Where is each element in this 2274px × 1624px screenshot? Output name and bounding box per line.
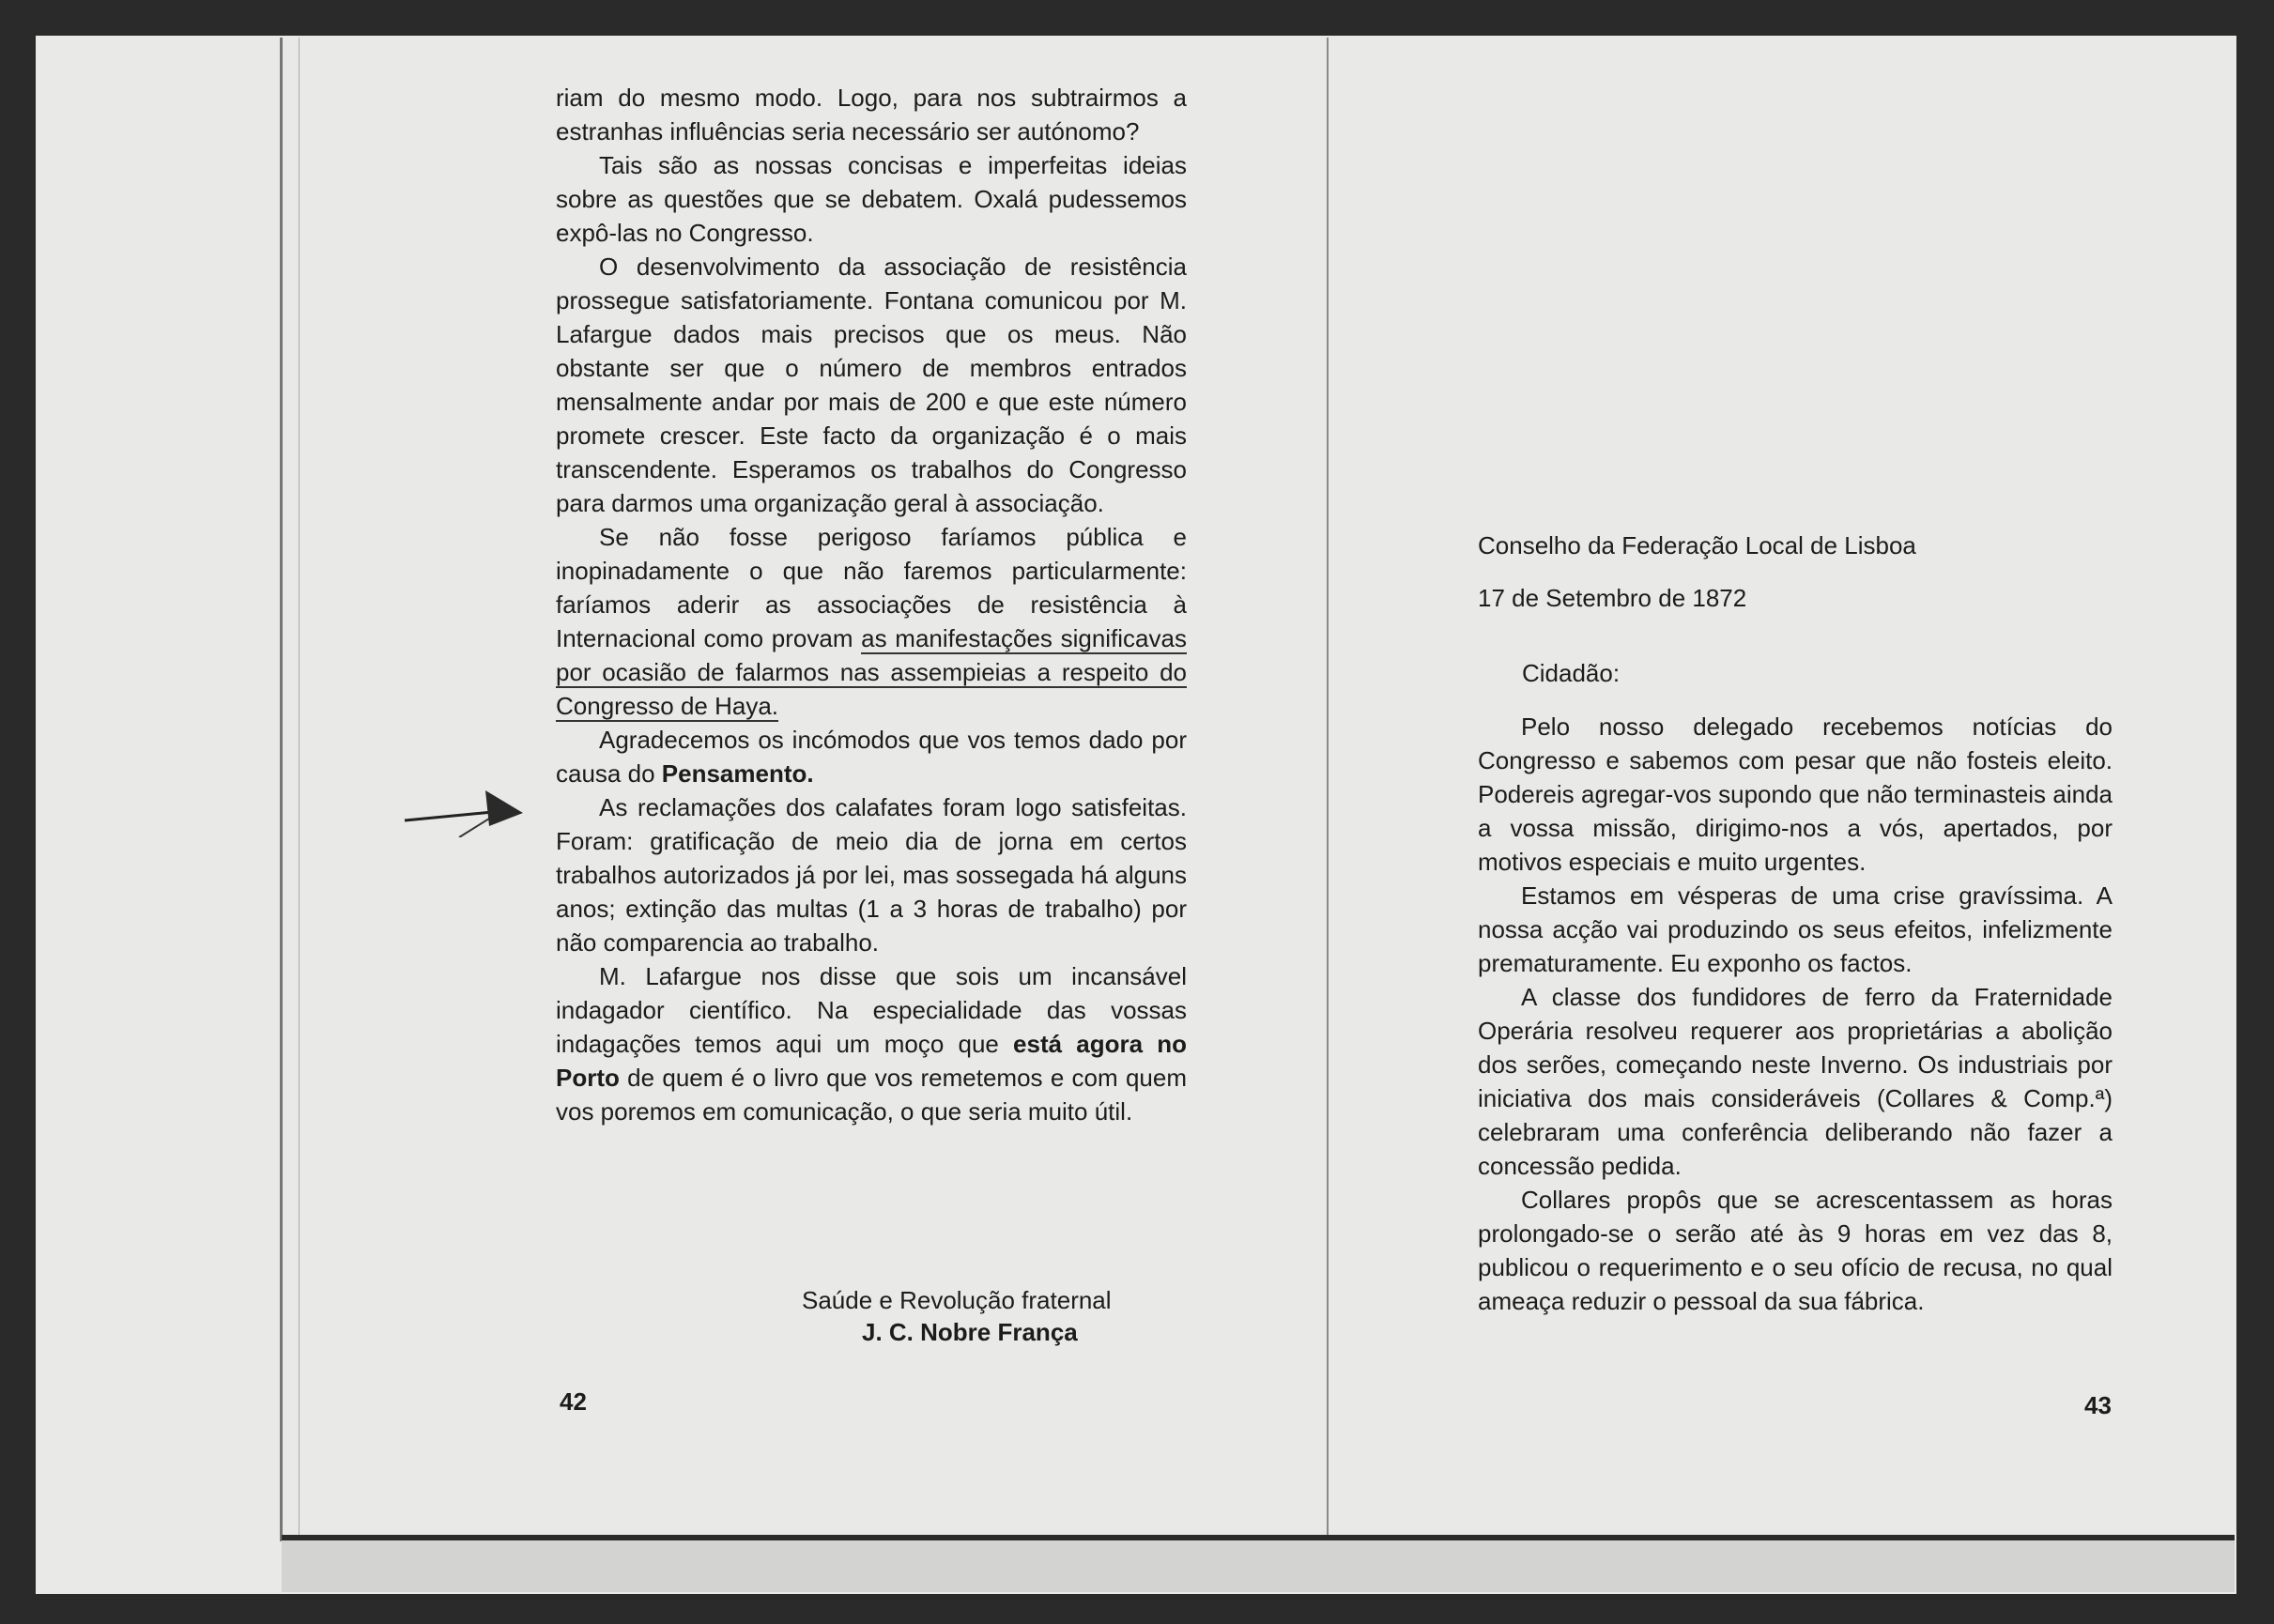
page-edge-line-inner <box>299 38 300 1541</box>
paragraph: As reclamações dos calafates foram logo satisfeitas. Foram: gratificação de meio dia de jorna em certos trabalhos autorizados já por lei, mas sossegada há alguns anos; extinção das multas (1 a 3 horas de trabalho) por não comparencia ao trabalho. <box>556 793 1187 957</box>
right-page-body <box>1478 710 2113 1318</box>
page-number-left: 42 <box>560 1387 587 1416</box>
letter-date: 17 de Setembro de 1872 <box>1478 584 1747 612</box>
signature: J. C. Nobre França <box>862 1318 1078 1346</box>
left-page-body <box>556 81 1187 1128</box>
bold-title: Pensamento. <box>661 759 814 788</box>
page-edge-line <box>280 38 283 1541</box>
paragraph: O desenvolvimento da associação de resistência prossegue satisfatoriamente. Fontana comunicou por M. Lafargue dados mais precisos que os meus. Não obstante ser que o número de membros entrados mensalmente andar por mais de 200 e que este número promete crescer. Este facto da organização é o mais transcendente. Esperamos os trabalhos do Congresso para darmos uma organização geral à associação. <box>556 253 1187 517</box>
page-number-right: 43 <box>2084 1391 2112 1419</box>
paragraph-text: M. Lafargue nos disse que sois um incansável indagador científico. Na especialidade das vossas indagações temos aqui um moço que <box>556 962 1187 1058</box>
paragraph-with-underline <box>556 520 1187 723</box>
paragraph: A classe dos fundidores de ferro da Fraternidade Operária resolveu requerer aos proprietárias a abolição dos serões, começando neste Inverno. Os industriais por iniciativa dos mais consideráveis (Collares & Comp.ª) celebraram uma conferência deliberando não fazer a concessão pedida. <box>1478 983 2113 1180</box>
paragraph: riam do mesmo modo. Logo, para nos subtrairmos a estranhas influências seria necessário ser autónomo? <box>556 84 1187 146</box>
paragraph-text: de quem é o livro que vos remetemos e com quem vos poremos em comunicação, o que seria muito útil. <box>556 1064 1187 1126</box>
paragraph <box>556 959 1187 1128</box>
paragraph-text: Agradecemos os incómodos que vos temos dado por causa do <box>556 726 1187 788</box>
salutation: Cidadão: <box>1522 659 1621 687</box>
council-heading: Conselho da Federação Local de Lisboa <box>1478 531 1916 559</box>
paragraph: Estamos em vésperas de uma crise gravíssima. A nossa acção vai produzindo os seus efeitos, infelizmente prematuramente. Eu exponho os factos. <box>1478 881 2113 977</box>
paragraph-text: Se não fosse perigoso faríamos pública e inopinadamente o que não faremos particularmente: faríamos aderir as associações de resistência à Internacional como provam <box>556 523 1187 652</box>
paragraph <box>556 723 1187 790</box>
underlined-passage: as manifestações significavas por ocasião de falarmos nas assempieias a respeito do Congresso de Haya. <box>556 624 1187 720</box>
page-bottom-shadow <box>282 1540 2235 1592</box>
bold-phrase: está agora no Porto <box>556 1030 1187 1092</box>
handwritten-arrow-icon <box>399 772 530 837</box>
paragraph: Pelo nosso delegado recebemos notícias do Congresso e sabemos com pesar que não fosteis eleito. Podereis agregar-vos supondo que não terminasteis ainda a vossa missão, dirigimo-nos a vós, apertados, por motivos especiais e muito urgentes. <box>1478 712 2113 876</box>
book-gutter <box>1327 38 1329 1540</box>
paragraph: Collares propôs que se acrescentassem as horas prolongado-se o serão até às 9 horas em vez das 8, publicou o requerimento e o seu ofício de recusa, no qual ameaça reduzir o pessoal da sua fábrica. <box>1478 1186 2113 1315</box>
paragraph: Tais são as nossas concisas e imperfeitas ideias sobre as questões que se debatem. Oxalá pudessemos expô-las no Congresso. <box>556 151 1187 247</box>
closing-line: Saúde e Revolução fraternal <box>802 1286 1112 1314</box>
